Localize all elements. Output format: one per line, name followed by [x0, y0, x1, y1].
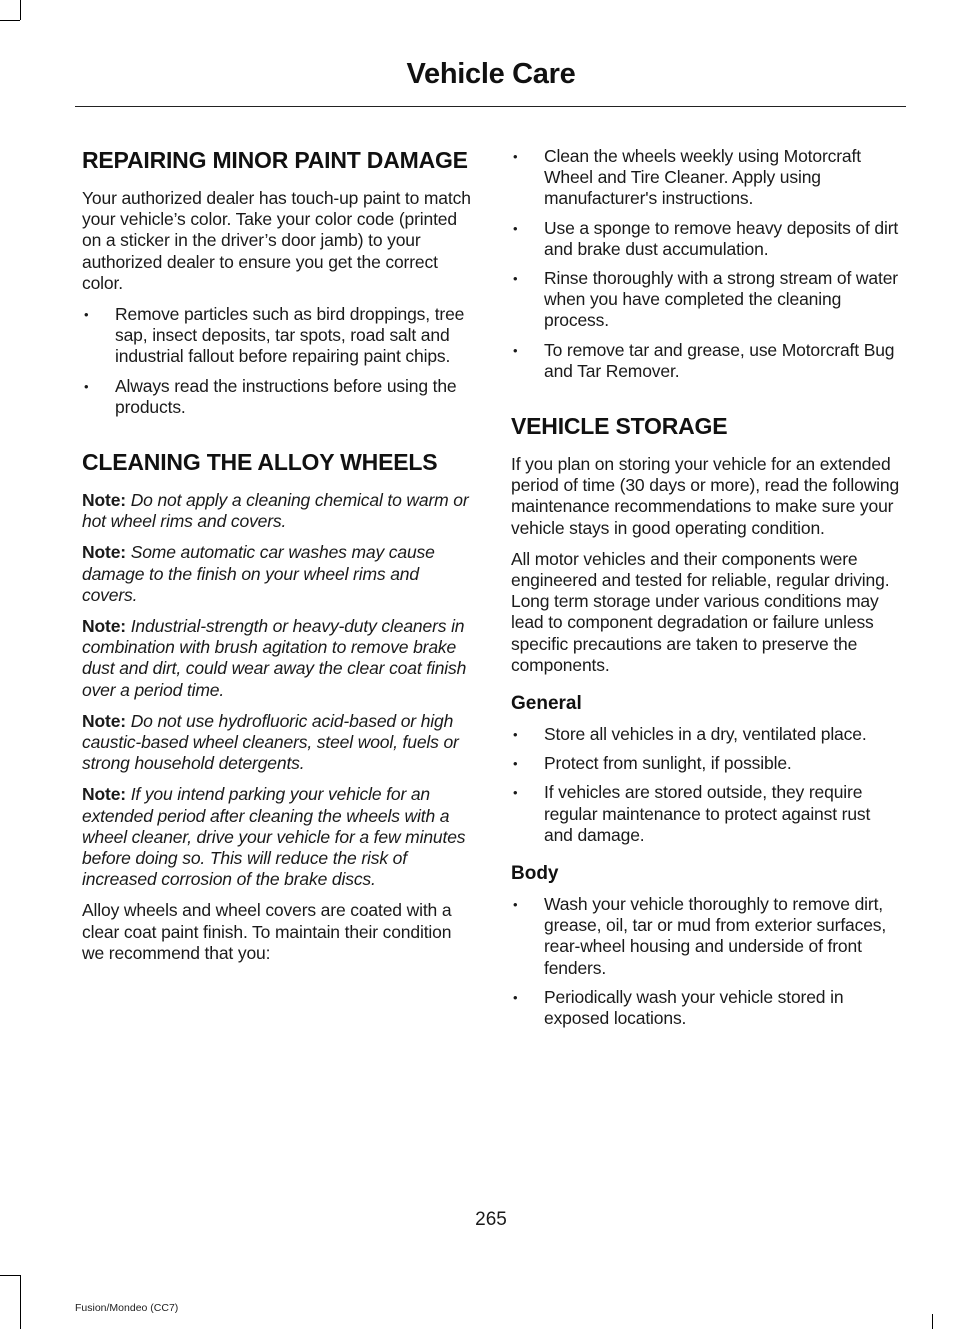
note-label: Note:	[82, 710, 126, 731]
section-heading-wheels: CLEANING THE ALLOY WHEELS	[82, 449, 438, 476]
note-text: Do not use hydrofluoric acid-based or high caustic-based wheel cleaners, steel wool, fuels or strong household detergents.	[82, 710, 459, 774]
note-label: Note:	[82, 784, 126, 805]
note-label: Note:	[82, 616, 126, 637]
note-text: If you intend parking your vehicle for an extended period after cleaning the wheels with a wheel cleaner, drive your vehicle for a few minutes before doing so. This will reduce the risk of increased corrosion of the brake discs.	[82, 784, 466, 890]
note-label: Note:	[82, 542, 126, 563]
note-label: Note:	[82, 490, 126, 511]
note-text: Industrial-strength or heavy-duty cleaners in combination with brush agitation to remove brake dust and dirt, could wear away the clear coat finish over a period time.	[82, 616, 467, 700]
note	[82, 711, 472, 775]
list-item: • To remove tar and grease, use Motorcraft Bug and Tar Remover.	[511, 340, 903, 382]
list-item: • Rinse thoroughly with a strong stream of water when you have completed the cleaning process.	[511, 268, 903, 332]
list-item: • Remove particles such as bird droppings, tree sap, insect deposits, tar spots, road salt and industrial fallout before repairing paint chips.	[82, 304, 472, 368]
list-item: • Use a sponge to remove heavy deposits of dirt and brake dust accumulation.	[511, 218, 903, 260]
list-item: • Wash your vehicle thoroughly to remove dirt, grease, oil, tar or mud from exterior surfaces, rear-wheel housing and underside of front fenders.	[511, 894, 903, 979]
note	[82, 542, 472, 606]
page-title: Vehicle Care	[406, 58, 576, 90]
list-item: • If vehicles are stored outside, they require regular maintenance to protect against rust and damage.	[511, 782, 903, 846]
body-bullet-list	[511, 894, 903, 1029]
page-number: 265	[475, 1209, 507, 1230]
list-item: • Store all vehicles in a dry, ventilated place.	[511, 724, 903, 745]
note-text: Some automatic car washes may cause damage to the finish on your wheel rims and covers.	[82, 542, 435, 605]
subheading-body: Body	[511, 863, 559, 885]
section-heading-paint: REPAIRING MINOR PAINT DAMAGE	[82, 147, 468, 173]
crop-mark	[0, 20, 20, 21]
section-heading-storage: VEHICLE STORAGE	[511, 413, 728, 440]
list-item: • Protect from sunlight, if possible.	[511, 753, 903, 774]
list-item: • Periodically wash your vehicle stored in exposed locations.	[511, 987, 903, 1029]
right-column	[511, 146, 903, 1029]
wheels-outro: Alloy wheels and wheel covers are coated with a clear coat paint finish. To maintain their condition we recommend that you:	[82, 900, 452, 963]
note-text: Do not apply a cleaning chemical to warm or hot wheel rims and covers.	[82, 490, 469, 532]
note	[82, 616, 472, 701]
wheel-bullet-list	[511, 146, 903, 382]
list-item: • Always read the instructions before using the products.	[82, 376, 472, 418]
paint-bullet-list	[82, 304, 472, 418]
paint-intro: Your authorized dealer has touch-up paint to match your vehicle’s color. Take your color code (printed on a sticker in the driver’s door jamb) to your authorized dealer to ensure you get the correct color.	[82, 188, 471, 293]
storage-para-2: All motor vehicles and their components were engineered and tested for reliable, regular driving. Long term storage under various conditions may lead to component degradation or failure unless specific precautions are taken to preserve the components.	[511, 548, 890, 675]
note	[82, 490, 472, 532]
general-bullet-list	[511, 724, 903, 846]
list-item: • Clean the wheels weekly using Motorcraft Wheel and Tire Cleaner. Apply using manufacturer's instructions.	[511, 146, 903, 210]
footer-model: Fusion/Mondeo (CC7)	[75, 1302, 179, 1314]
crop-mark	[20, 1275, 21, 1329]
crop-mark	[0, 1275, 20, 1276]
left-column	[82, 146, 472, 964]
subheading-general: General	[511, 693, 582, 715]
note	[82, 784, 472, 890]
crop-mark	[20, 0, 21, 20]
storage-para-1: If you plan on storing your vehicle for an extended period of time (30 days or more), read the following maintenance recommendations to make sure your vehicle stays in good operating condition.	[511, 454, 900, 538]
crop-mark	[932, 1314, 933, 1329]
header-divider	[75, 106, 906, 107]
